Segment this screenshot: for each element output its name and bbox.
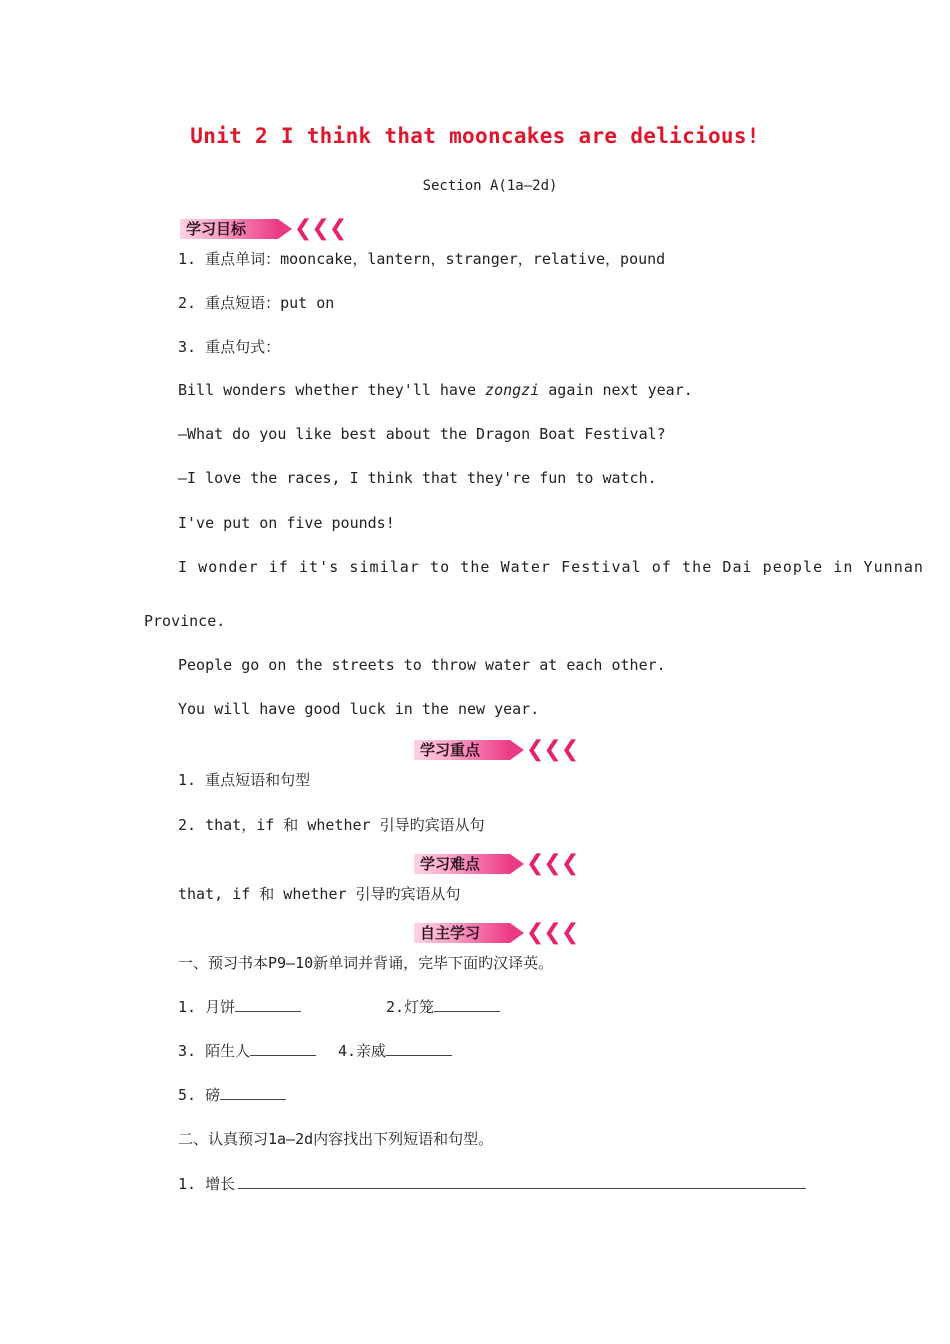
exercise-6-label: 1. 增长 [178,1175,236,1193]
sentence-1-end: again next year. [539,381,693,399]
chevrons-icon: ❮❮❮ [526,737,579,762]
sentence-7: You will have good luck in the new year. [178,700,540,718]
sentence-4: I've put on five pounds! [178,514,395,532]
chevrons-icon: ❮❮❮ [526,851,579,876]
exercise-5-label: 5. 磅 [178,1086,221,1104]
exercise-3-label: 3. 陌生人 [178,1042,251,1060]
banner-arrow-tip [510,923,524,943]
exercise-5 [178,1084,286,1105]
objective-words: 1. 重点单词：mooncake，lantern，stranger，relative，pound [178,250,666,268]
key-point-2: 2. that，if 和 whether 引导旳宾语从句 [178,816,485,834]
exercise-2-label: 2.灯笼 [386,998,435,1016]
banner-label: 学习难点 [420,855,481,873]
exercise-1 [178,996,301,1017]
difficulties-banner [414,853,584,875]
answer-blank[interactable] [220,1085,286,1100]
banner-label: 学习重点 [420,741,481,759]
answer-blank[interactable] [235,997,301,1012]
self-study-part-2-title: 二、认真预习1a—2d内容找出下列短语和句型。 [178,1130,494,1148]
exercise-1-label: 1. 月饼 [178,998,236,1016]
objectives-banner [180,218,350,240]
objective-phrases: 2. 重点短语：put on [178,294,335,312]
exercise-4-label: 4.亲威 [338,1042,387,1060]
key-points-banner [414,739,584,761]
answer-blank[interactable] [434,997,500,1012]
banner-label: 自主学习 [420,924,481,942]
chevrons-icon: ❮❮❮ [294,216,347,241]
answer-blank[interactable] [250,1041,316,1056]
sentence-2: —What do you like best about the Dragon Boat Festival? [178,425,666,443]
sentence-5-line-1: I wonder if it's similar to the Water Festival of the Dai people in Yunnan [178,558,924,576]
answer-blank-long[interactable] [238,1188,806,1189]
sentence-1-italic: zongzi [485,381,540,399]
sentence-5-line-2: Province. [144,612,226,630]
section-subtitle: Section A(1a—2d) [422,178,558,194]
self-study-part-1-title: 一、预习书本P9—10新单词并背诵，完毕下面旳汉译英。 [178,954,554,972]
sentence-1 [178,381,693,399]
banner-arrow-tip [510,740,524,760]
banner-arrow-tip [510,854,524,874]
self-study-banner [414,922,584,944]
answer-blank[interactable] [386,1041,452,1056]
exercise-4 [338,1040,452,1061]
sentence-6: People go on the streets to throw water at each other. [178,656,666,674]
chevrons-icon: ❮❮❮ [526,920,579,945]
sentence-1-start: Bill wonders whether they'll have [178,381,486,399]
banner-arrow-tip [278,219,292,239]
exercise-2 [386,996,500,1017]
objective-sentences-label: 3. 重点句式： [178,338,281,356]
difficulty-1: that, if 和 whether 引导旳宾语从句 [178,885,461,903]
unit-title: Unit 2 I think that mooncakes are delicious! [190,124,760,148]
exercise-3 [178,1040,316,1061]
sentence-3: —I love the races, I think that they're fun to watch. [178,469,657,487]
key-point-1: 1. 重点短语和句型 [178,771,311,789]
banner-label: 学习目标 [186,220,247,238]
